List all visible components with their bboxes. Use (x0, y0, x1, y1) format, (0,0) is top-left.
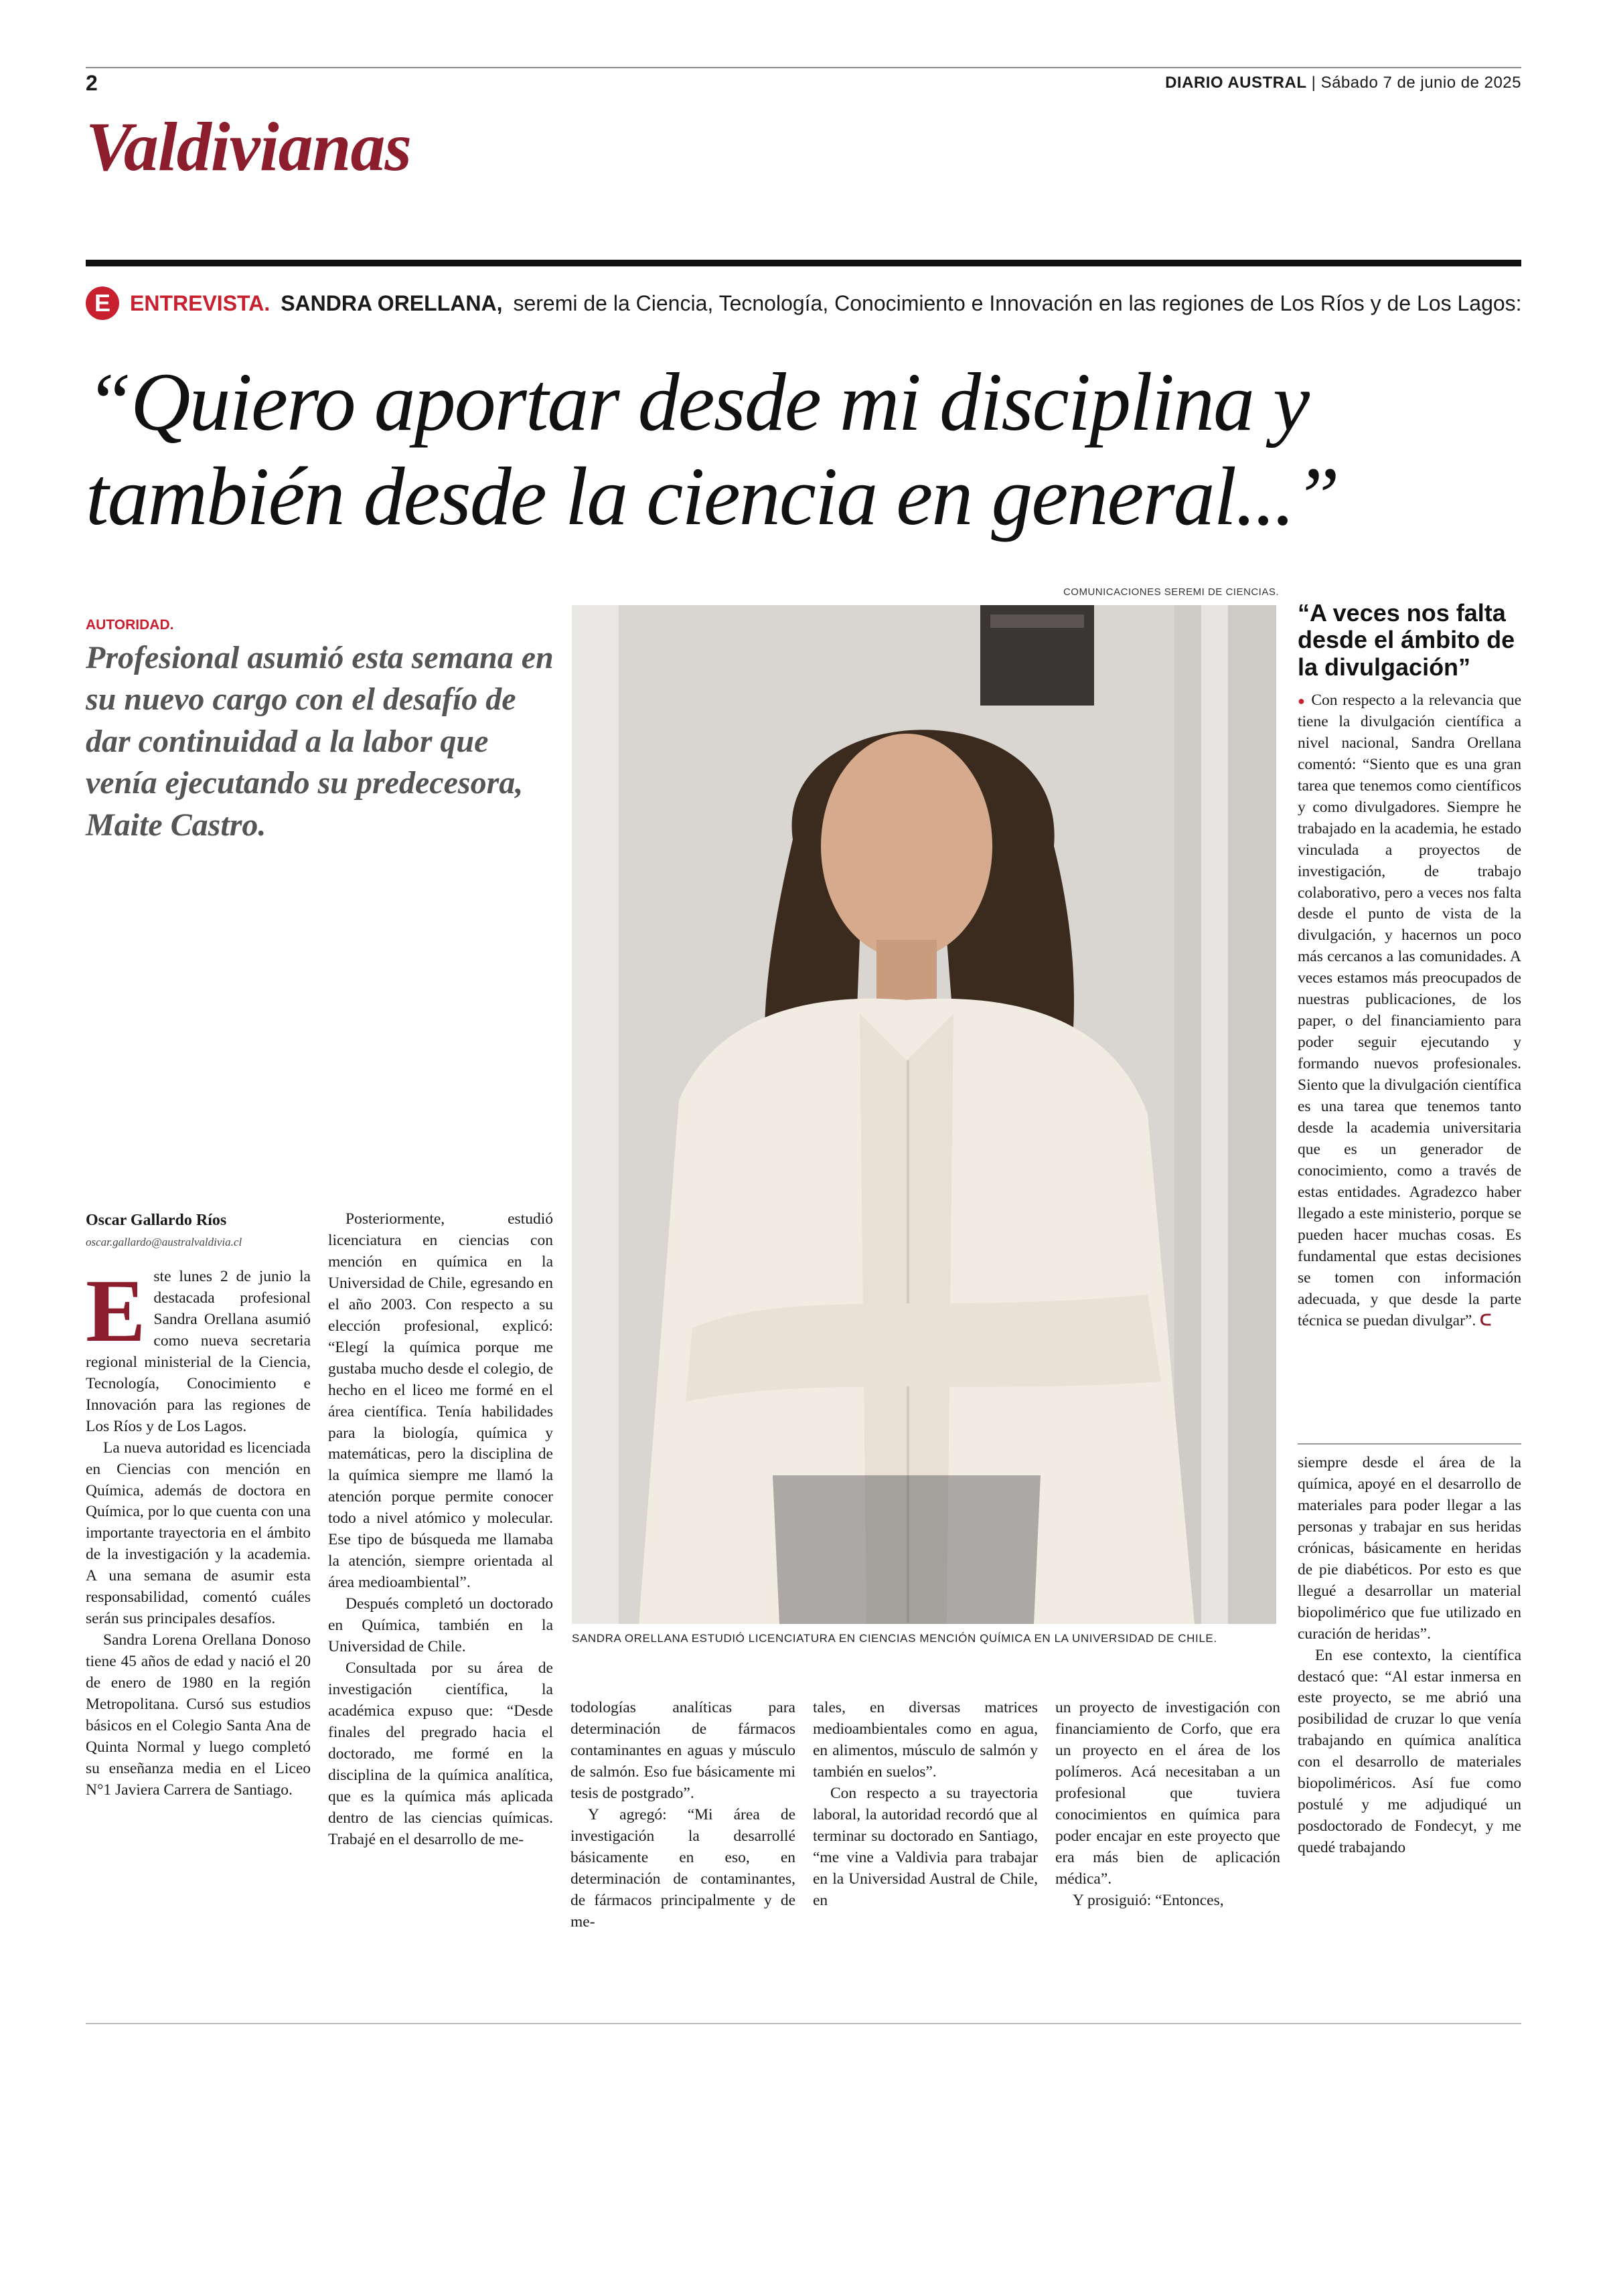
kicker-label: ENTREVISTA. (130, 291, 271, 315)
paragraph: La nueva autoridad es licenciada en Ciencias con mención en Química, además de doctora en Química, por lo que cuenta con una importante trayectoria en el ámbito de la investigación y la academia. A una semana de asumir esta responsabilidad, comentó cuáles serán sus principales desafíos. (86, 1439, 311, 1628)
masthead (1165, 74, 1521, 92)
article-column-2 (328, 1209, 553, 1851)
headline: “Quiero aportar desde mi disciplina y también desde la ciencia en general...” (86, 356, 1339, 543)
paragraph: Y prosiguió: “Entonces, (1073, 1891, 1224, 1909)
sidebar-rule (1298, 1443, 1521, 1445)
sidebar-box (1298, 600, 1521, 1332)
article-column-4 (813, 1698, 1038, 1912)
newspaper-name: DIARIO AUSTRAL (1165, 74, 1307, 92)
paragraph: tales, en diversas matrices medioambientales como en agua, en alimentos, músculo de salmón y también en suelos”. (813, 1699, 1038, 1781)
lede-text: Profesional asumió esta semana en su nuevo cargo con el desafío de dar continuidad a la labor que venía ejecutando su predecesora, Maite Castro. (86, 640, 554, 843)
paragraph: todologías analíticas para determinación de fármacos contaminantes en aguas y músculo de salmón. Eso fue básicamente mi tesis de postgrado”. (570, 1699, 795, 1802)
paragraph: Posteriormente, estudió licenciatura en ciencias con mención en química en la Universidad de Chile, egresando en el año 2003. Con respecto a su elección profesional, explicó: “Elegí la química porque me gustaba mucho desde el colegio, de hecho en el liceo me formé en el área científica. Tenía habilidades para la biología, química y matemáticas, pero la disciplina de la química siempre me llamó la atención porque permite conocer todo a nivel atómico y molecular. Ese tipo de búsqueda me llamaba la atención, siempre orientada al área medioambiental”. (328, 1210, 553, 1592)
lede-label: AUTORIDAD. (86, 617, 174, 633)
sidebar-text: Con respecto a la relevancia que tiene la divulgación científica a nivel nacional, Sandra Orellana comentó: “Siento que es una gran tarea que tenemos como científicos y como divulgadores. Siempre he trabajado en la academia, he estado vinculada a proyectos de investigación, de trabajo colaborativo, pero a veces nos falta desde el punto de vista de la divulgación, y hacernos un poco más cercanos a las comunidades. A veces estamos más preocupados de nuestras publicaciones, de los paper, o del financiamiento para poder seguir ejecutando y formando nuevos profesionales. Siento que la divulgación científica es una tarea que tenemos tanto desde la academia universitaria que es un generador de conocimiento, como a través de estas entidades. Agradezco haber llegado a este ministerio, porque se pueden hacer muchas cosas. Es fundamental que estas decisiones se tomen con información adecuada, y que desde la parte técnica se puedan divulgar”. (1298, 691, 1522, 1329)
paragraph: Consultada por su área de investigación científica, la académica expuso que: “Desde finales del pregrado hacia el doctorado, me formé en la disciplina de la química analítica, que es la química más aplicada dentro de las ciencias químicas. Trabajé en el desarrollo de me- (328, 1659, 553, 1848)
paragraph: En ese contexto, la científica destacó que: “Al estar inmersa en este proyecto, se me abrió una posibilidad de cruzar lo que venía trabajando en química analítica con el desarrollo de materiales biopoliméricos. Así fue como postulé y me adjudiqué un posdoctorado de Fondecyt, y me quedé trabajando (1298, 1646, 1521, 1857)
paragraph: siempre desde el área de la química, apoyé en el desarrollo de materiales para poder llegar a las personas y trabajar en sus heridas crónicas, básicamente en heridas de pie diabéticos. Por esto es que llegué a desarrollar un material biopolimérico que fue utilizado en curación de heridas”. (1298, 1454, 1521, 1643)
drop-cap: E (86, 1261, 146, 1360)
article-column-5 (1055, 1698, 1280, 1912)
paragraph: ste lunes 2 de junio la destacada profesional Sandra Orellana asumió como nueva secretaria regional ministerial de la Ciencia, Tecnología, Conocimiento e Innovación para las regiones de Los Ríos y de Los Lagos. (86, 1268, 311, 1435)
paragraph: Sandra Lorena Orellana Donoso tiene 45 años de edad y nació el 20 de enero de 1980 en la región Metropolitana. Cursó sus estudios básicos en el Colegio Santa Ana de Quinta Normal y luego completó su enseñanza media en el Liceo N°1 Javiera Carrera de Santiago. (86, 1631, 311, 1799)
paragraph: Con respecto a su trayectoria laboral, la autoridad recordó que al terminar su doctorado en Santiago, “me vine a Valdivia para trabajar en la Universidad Austral de Chile, en (813, 1784, 1038, 1909)
article-column-3 (570, 1698, 795, 1933)
portrait-photo (572, 605, 1276, 1624)
photo-credit: COMUNICACIONES SEREMI DE CIENCIAS. (1063, 586, 1279, 598)
issue-date: | Sábado 7 de junio de 2025 (1311, 74, 1521, 92)
article-column-6 (1298, 1453, 1521, 1859)
section-rule (86, 260, 1521, 266)
paragraph: un proyecto de investigación con financiamiento de Corfo, que era un proyecto en el área de los polímeros. Acá necesitaban a un profesional que tuviera conocimientos en química para poder encajar en este proyecto que era más bien de aplicación médica”. (1055, 1699, 1280, 1888)
kicker-name: SANDRA ORELLANA, (281, 291, 503, 315)
sidebar-title: “A veces nos falta desde el ámbito de la divulgación” (1298, 599, 1515, 681)
kicker (86, 286, 1522, 320)
page-number: 2 (86, 71, 98, 95)
top-rule (86, 67, 1521, 68)
interview-badge-icon: E (86, 286, 119, 320)
byline-author: Oscar Gallardo Ríos (86, 1212, 227, 1229)
photo-caption: SANDRA ORELLANA ESTUDIÓ LICENCIATURA EN CIENCIAS MENCIÓN QUÍMICA EN LA UNIVERSIDAD DE CHILE. (572, 1632, 1217, 1645)
end-mark-icon: ᑕ (1480, 1311, 1492, 1329)
section-title: Valdivianas (86, 108, 411, 185)
sidebar-body (1298, 690, 1521, 1332)
byline-email: oscar.gallardo@australvaldivia.cl (86, 1236, 242, 1248)
kicker-role: seremi de la Ciencia, Tecnología, Conocimiento e Innovación en las regiones de Los Ríos y de Los Lagos: (513, 291, 1522, 315)
bottom-rule (86, 2023, 1521, 2024)
paragraph: Y agregó: “Mi área de investigación la desarrollé básicamente en eso, en determinación de contaminantes, de fármacos principalmente y de me- (570, 1805, 795, 1931)
bullet-icon: ● (1298, 693, 1306, 708)
paragraph: Después completó un doctorado en Química, también en la Universidad de Chile. (328, 1595, 553, 1656)
article-column-1 (86, 1261, 311, 1801)
